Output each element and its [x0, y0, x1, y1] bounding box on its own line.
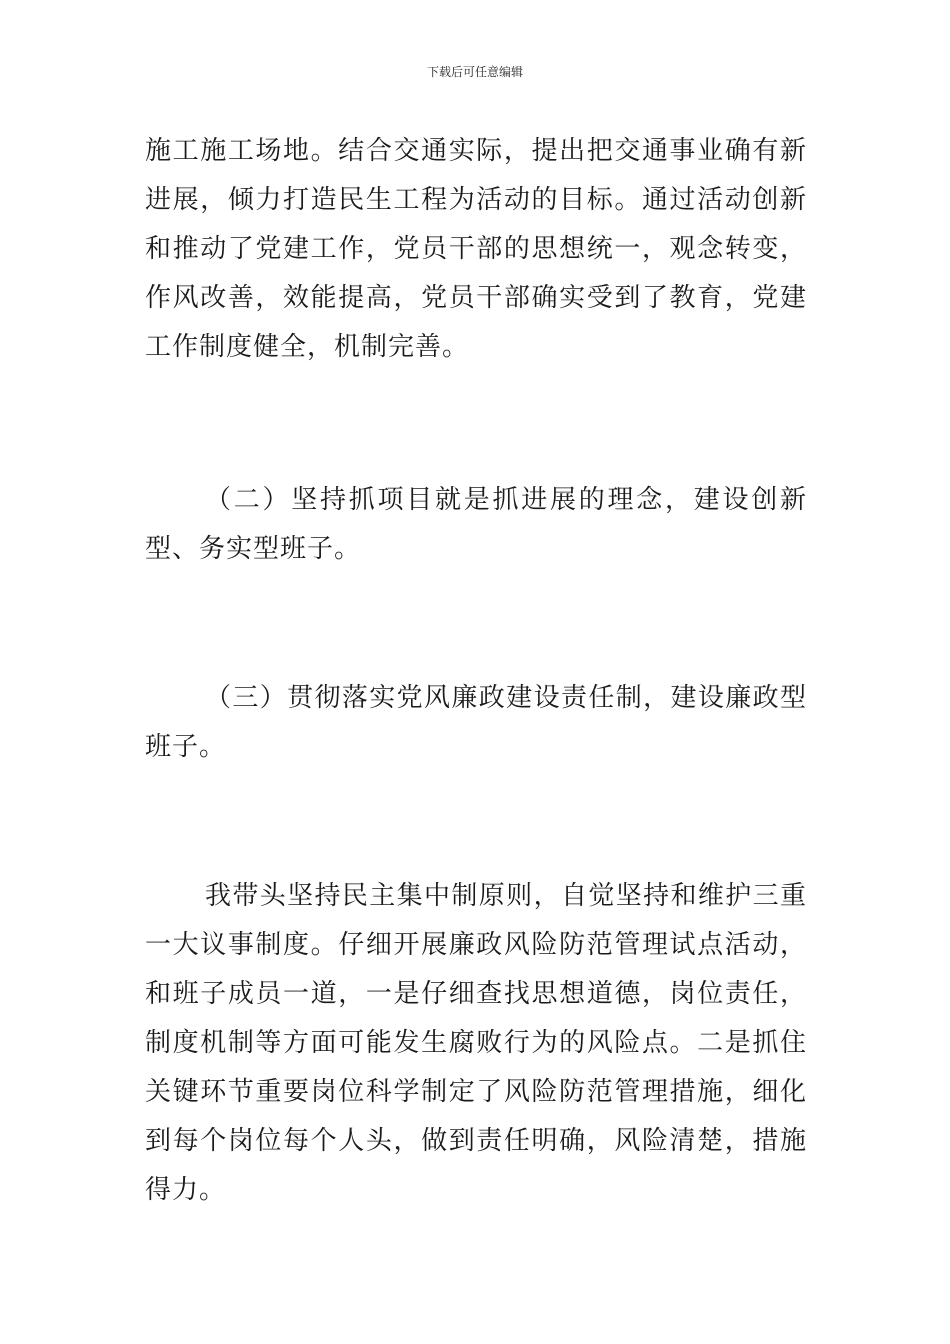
body-paragraph-3: （三）贯彻落实党风廉政建设责任制，建设廉政型班子。	[145, 683, 807, 762]
page-header: 下载后可任意编辑	[426, 65, 523, 79]
body-paragraph-2: （二）坚持抓项目就是抓进展的理念，建设创新型、务实型班子。	[145, 485, 807, 564]
body-paragraph-1: 施工施工场地。结合交通实际，提出把交通事业确有新进展，倾力打造民生工程为活动的目标。通过活动创新和推动了党建工作，党员干部的思想统一，观念转变，作风改善，效能提高，党员干部确实受到了教育，党建工作制度健全，机制完善。	[145, 136, 807, 362]
body-paragraph-4: 我带头坚持民主集中制原则，自觉坚持和维护三重一大议事制度。仔细开展廉政风险防范管理试点活动，和班子成员一道，一是仔细查找思想道德，岗位责任，制度机制等方面可能发生腐败行为的风险点。二是抓住关键环节重要岗位科学制定了风险防范管理措施，细化到每个岗位每个人头，做到责任明确，风险清楚，措施得力。	[145, 881, 807, 1205]
